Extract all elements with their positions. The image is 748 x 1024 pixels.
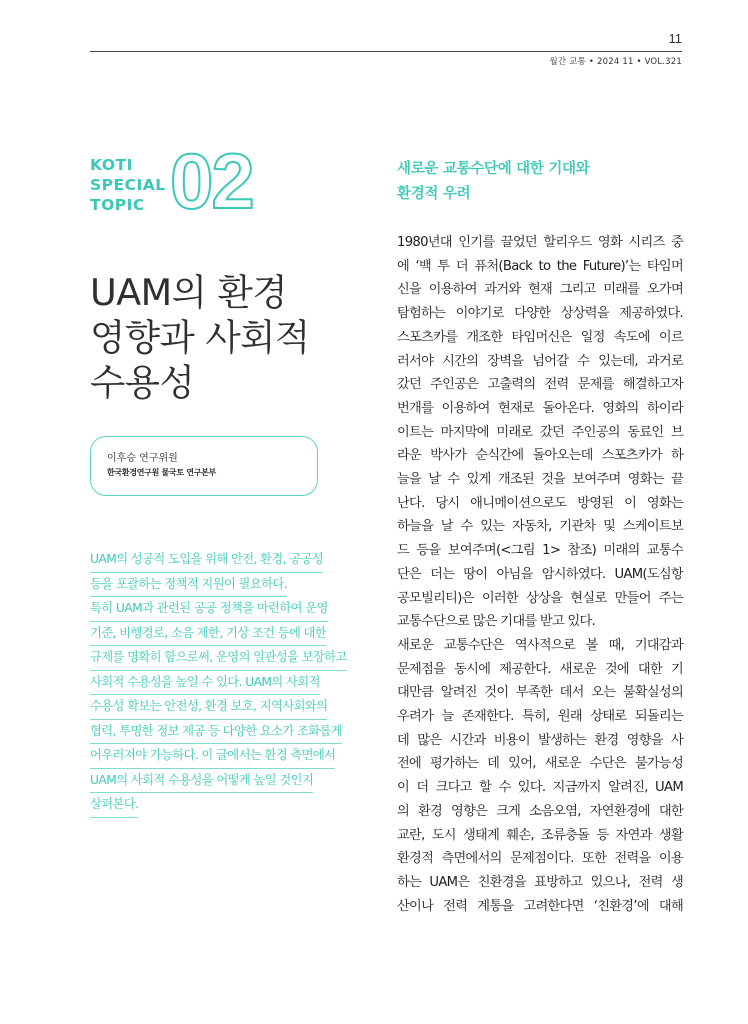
body-line: 러서야 시간의 장벽을 넘어갈 수 있는데, 과거로 [397,353,683,369]
body-line: 탐험하는 이야기로 다양한 상상력을 제공하였다. [397,306,683,322]
abstract-line: 기준, 비행경로, 소음 제한, 기상 조건 등에 대한 [90,622,326,647]
body-line: 1980년대 인기를 끌었던 할리우드 영화 시리즈 중 [397,235,683,250]
abstract-line: 살펴본다. [90,793,138,818]
abstract-line: 협력, 투명한 정보 제공 등 다양한 요소가 조화롭게 [90,720,342,745]
body-line: 새로운 교통수단은 역사적으로 볼 때, 기대감과 [397,637,683,653]
body-line: 공모빌리티)은 이러한 상상을 현실로 만들어 주는 [397,590,683,606]
topic-label-line: SPECIAL [90,176,166,194]
author-name: 이후승 연구위원 [107,453,178,464]
body-text [397,231,683,918]
body-line: 라운 박사가 순식간에 돌아오는데 스포츠카가 하 [397,448,683,464]
section-heading [397,157,589,207]
abstract-line: 등을 포괄하는 정책적 지원이 필요하다. [90,573,287,598]
abstract-line: 어우러져야 가능하다. 이 글에서는 환경 측면에서 [90,744,335,769]
special-topic-label [90,155,180,215]
body-line: 환경적 측면에서의 문제점이다. 또한 전력을 이용 [397,851,683,867]
article-title [90,270,380,405]
body-line: 이 더 크다고 할 수 있다. 지금까지 알려진, UAM [397,780,683,796]
abstract-line: 특히 UAM과 관련된 공공 정책을 마련하여 운영 [90,597,328,622]
topic-label-line: TOPIC [90,196,145,214]
body-line: 의 환경 영향은 크게 소음오염, 자연환경에 대한 [397,803,683,819]
body-line: 교통수단으로 많은 기대를 받고 있다. [397,614,596,630]
header-rule [90,51,682,52]
body-line: 단은 더는 땅이 아님을 암시하였다. UAM(도심항 [397,566,683,582]
body-line: 전에 평가하는 데 있어, 새로운 수단은 불가능성 [397,756,683,772]
body-line: 갔던 주인공은 고출력의 전력 문제를 해결하고자 [397,377,683,393]
journal-info: 월간 교통 • 2024 11 • VOL.321 [549,57,682,67]
abstract-line: 수용성 확보는 안전성, 환경 보호, 지역사회와의 [90,695,327,720]
title-line: UAM의 환경 [90,271,288,314]
body-line: 우려가 늘 존재한다. 특히, 원래 상태로 되돌리는 [397,709,683,725]
author-affiliation: 한국환경연구원 물국토 연구본부 [107,468,216,477]
body-line: 하늘을 날 수 있는 자동차, 기관차 및 스케이트보 [397,519,683,535]
abstract-line: UAM의 사회적 수용성을 어떻게 높일 것인지 [90,769,313,794]
body-line: 난다. 당시 애니메이션으로도 방영된 이 영화는 [397,495,683,511]
title-line: 영향과 사회적 [90,316,310,359]
body-line: 대만큼 알려진 것이 부족한 데서 오는 불확실성의 [397,685,683,701]
page-number: 11 [668,31,682,46]
abstract [90,548,376,818]
body-line: 문제점을 동시에 제공한다. 새로운 것에 대한 기 [397,661,683,677]
body-line: 스포츠카를 개조한 타임머신은 일정 속도에 이르 [397,329,683,345]
section-heading-line: 새로운 교통수단에 대한 기대와 [397,161,590,177]
body-line: 이트는 마지막에 미래로 갔던 주인공의 동료인 브 [397,424,683,440]
abstract-line: UAM의 성공적 도입을 위해 안전, 환경, 공공성 [90,548,323,573]
topic-label-line: KOTI [90,156,133,174]
author-box [90,436,318,496]
body-line: 산이나 전력 계통을 고려한다면 ‘친환경’에 대해 [397,898,683,914]
title-line: 수용성 [90,361,195,404]
abstract-line: 사회적 수용성을 높일 수 있다. UAM의 사회적 [90,671,320,696]
section-heading-line: 환경적 우려 [397,186,471,202]
abstract-line: 규제를 명확히 함으로써, 운영의 일관성을 보장하고 [90,646,347,671]
body-line: 번개를 이용하여 현재로 돌아온다. 영화의 하이라 [397,400,683,416]
body-line: 하는 UAM은 친환경을 표방하고 있으나, 전력 생 [397,874,683,890]
body-line: 데 많은 시간과 비용이 발생하는 환경 영향을 사 [397,732,683,748]
body-line: 드 등을 보여주며(<그림 1> 참조) 미래의 교통수 [397,543,683,559]
body-line: 교란, 도시 생태계 훼손, 조류충돌 등 자연과 생활 [397,827,683,843]
body-line: 늘을 날 수 있게 개조된 것을 보여주며 영화는 끝 [397,472,683,488]
body-line: 신을 이용하여 과거와 현재 그리고 미래를 오가며 [397,282,683,298]
topic-number: 02 [170,137,253,225]
body-line: 에 ‘백 투 더 퓨처(Back to the Future)’는 타임머 [397,258,683,274]
